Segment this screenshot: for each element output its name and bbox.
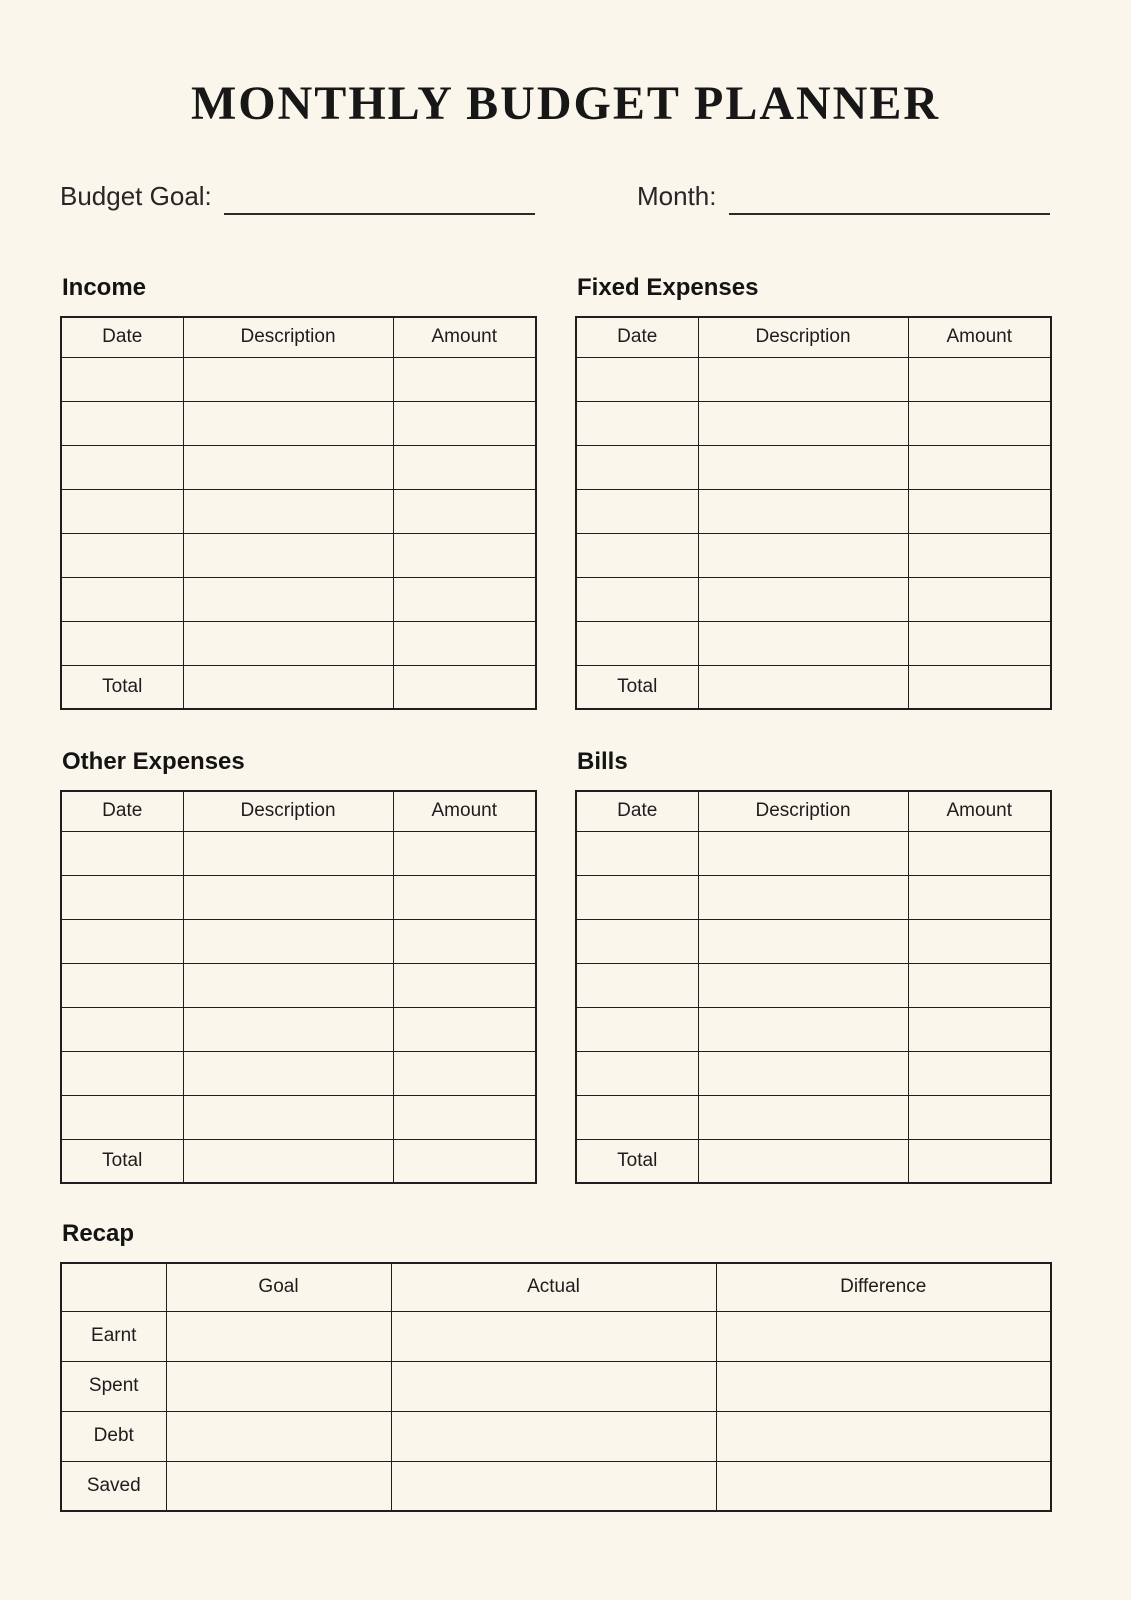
column-header-date: Date: [61, 791, 183, 831]
empty-cell: [576, 831, 698, 875]
fixed-expenses-section: [575, 274, 1050, 710]
empty-cell: [698, 357, 908, 401]
table-header-row: [61, 791, 536, 831]
empty-cell: [393, 831, 536, 875]
empty-cell: [698, 963, 908, 1007]
empty-cell: [183, 963, 393, 1007]
empty-row: [61, 401, 536, 445]
empty-cell: [61, 963, 183, 1007]
empty-cell: [61, 445, 183, 489]
empty-row: [61, 621, 536, 665]
empty-row: [61, 533, 536, 577]
empty-row: [576, 1095, 1051, 1139]
recap-title: Recap: [62, 1220, 135, 1248]
column-header-amount: Amount: [908, 317, 1051, 357]
column-header-amount: Amount: [908, 791, 1051, 831]
empty-row: [61, 1007, 536, 1051]
page-title: MONTHLY BUDGET PLANNER: [191, 77, 940, 130]
total-description-cell: [698, 1139, 908, 1183]
empty-cell: [393, 577, 536, 621]
total-description-cell: [183, 665, 393, 709]
recap-header-row: [61, 1263, 1051, 1311]
empty-row: [61, 919, 536, 963]
empty-cell: [576, 533, 698, 577]
recap-row-saved: [61, 1461, 1051, 1511]
recap-section: [60, 1220, 1050, 1512]
bills-section: [575, 748, 1050, 1184]
empty-cell: [393, 963, 536, 1007]
recap-actual-cell: [391, 1411, 716, 1461]
empty-cell: [393, 919, 536, 963]
empty-cell: [61, 577, 183, 621]
empty-cell: [393, 489, 536, 533]
empty-cell: [698, 489, 908, 533]
bills-table: [575, 790, 1052, 1184]
empty-cell: [908, 401, 1051, 445]
fill-in-fields: [60, 181, 1050, 212]
fixed-expenses-title: Fixed Expenses: [577, 274, 759, 302]
empty-cell: [183, 401, 393, 445]
tables-row-2: [60, 748, 1131, 1184]
recap-difference-cell: [716, 1411, 1051, 1461]
empty-cell: [908, 1007, 1051, 1051]
empty-cell: [393, 1007, 536, 1051]
recap-goal-cell: [166, 1411, 391, 1461]
empty-cell: [576, 445, 698, 489]
empty-row: [61, 963, 536, 1007]
empty-row: [576, 963, 1051, 1007]
empty-cell: [61, 621, 183, 665]
empty-cell: [576, 489, 698, 533]
empty-cell: [908, 445, 1051, 489]
recap-difference-cell: [716, 1311, 1051, 1361]
recap-actual-cell: [391, 1461, 716, 1511]
empty-row: [576, 357, 1051, 401]
empty-cell: [908, 489, 1051, 533]
budget-goal-field: [60, 181, 535, 212]
column-header-date: Date: [576, 791, 698, 831]
total-row: [61, 665, 536, 709]
income-section: [60, 274, 535, 710]
empty-cell: [908, 963, 1051, 1007]
empty-cell: [61, 357, 183, 401]
month-field: [637, 181, 1050, 212]
empty-row: [576, 445, 1051, 489]
total-amount-cell: [393, 1139, 536, 1183]
recap-header-actual: Actual: [391, 1263, 716, 1311]
empty-cell: [576, 1095, 698, 1139]
recap-difference-cell: [716, 1461, 1051, 1511]
column-header-description: Description: [183, 317, 393, 357]
empty-cell: [698, 875, 908, 919]
empty-row: [576, 919, 1051, 963]
month-label: Month:: [637, 181, 717, 211]
recap-row-label: Debt: [61, 1411, 166, 1461]
total-row: [576, 1139, 1051, 1183]
empty-cell: [576, 963, 698, 1007]
empty-cell: [576, 401, 698, 445]
recap-goal-cell: [166, 1461, 391, 1511]
empty-row: [576, 401, 1051, 445]
empty-cell: [393, 445, 536, 489]
empty-cell: [698, 831, 908, 875]
month-line: [729, 213, 1051, 215]
empty-cell: [393, 401, 536, 445]
total-row: [576, 665, 1051, 709]
empty-row: [576, 831, 1051, 875]
empty-row: [61, 445, 536, 489]
recap-row-label: Earnt: [61, 1311, 166, 1361]
empty-cell: [183, 533, 393, 577]
empty-cell: [183, 919, 393, 963]
other-expenses-table: [60, 790, 537, 1184]
column-header-description: Description: [698, 791, 908, 831]
empty-cell: [183, 831, 393, 875]
column-header-amount: Amount: [393, 791, 536, 831]
empty-cell: [576, 1007, 698, 1051]
empty-cell: [183, 577, 393, 621]
empty-cell: [698, 1007, 908, 1051]
empty-row: [576, 533, 1051, 577]
total-amount-cell: [908, 1139, 1051, 1183]
table-header-row: [576, 791, 1051, 831]
total-label: Total: [576, 665, 698, 709]
empty-row: [576, 577, 1051, 621]
empty-cell: [908, 831, 1051, 875]
empty-cell: [183, 875, 393, 919]
bills-title: Bills: [577, 748, 628, 776]
empty-cell: [576, 875, 698, 919]
empty-cell: [393, 621, 536, 665]
empty-cell: [698, 533, 908, 577]
empty-cell: [61, 401, 183, 445]
empty-cell: [576, 357, 698, 401]
empty-row: [61, 1051, 536, 1095]
empty-cell: [183, 489, 393, 533]
empty-cell: [698, 445, 908, 489]
table-header-row: [576, 317, 1051, 357]
empty-cell: [576, 1051, 698, 1095]
empty-row: [61, 1095, 536, 1139]
empty-cell: [393, 357, 536, 401]
empty-row: [61, 489, 536, 533]
total-description-cell: [183, 1139, 393, 1183]
empty-cell: [393, 1051, 536, 1095]
empty-cell: [576, 919, 698, 963]
empty-cell: [61, 1095, 183, 1139]
empty-cell: [698, 621, 908, 665]
total-label: Total: [61, 1139, 183, 1183]
recap-goal-cell: [166, 1361, 391, 1411]
empty-cell: [61, 875, 183, 919]
empty-row: [576, 875, 1051, 919]
column-header-date: Date: [61, 317, 183, 357]
column-header-date: Date: [576, 317, 698, 357]
empty-cell: [61, 533, 183, 577]
tables-row-1: [60, 274, 1131, 710]
column-header-amount: Amount: [393, 317, 536, 357]
empty-row: [61, 875, 536, 919]
other-expenses-section: [60, 748, 535, 1184]
empty-cell: [908, 875, 1051, 919]
column-header-description: Description: [698, 317, 908, 357]
empty-row: [576, 489, 1051, 533]
empty-cell: [61, 489, 183, 533]
table-header-row: [61, 317, 536, 357]
empty-cell: [183, 621, 393, 665]
recap-actual-cell: [391, 1311, 716, 1361]
total-amount-cell: [393, 665, 536, 709]
column-header-description: Description: [183, 791, 393, 831]
empty-cell: [908, 919, 1051, 963]
empty-row: [61, 831, 536, 875]
empty-cell: [908, 577, 1051, 621]
recap-difference-cell: [716, 1361, 1051, 1411]
empty-cell: [61, 1007, 183, 1051]
empty-cell: [61, 1051, 183, 1095]
total-row: [61, 1139, 536, 1183]
recap-row-spent: [61, 1361, 1051, 1411]
budget-goal-label: Budget Goal:: [60, 181, 212, 211]
total-description-cell: [698, 665, 908, 709]
empty-cell: [61, 919, 183, 963]
empty-cell: [698, 1095, 908, 1139]
empty-cell: [183, 445, 393, 489]
empty-row: [576, 621, 1051, 665]
empty-cell: [908, 621, 1051, 665]
recap-row-label: Spent: [61, 1361, 166, 1411]
empty-cell: [908, 357, 1051, 401]
total-label: Total: [576, 1139, 698, 1183]
empty-cell: [183, 1095, 393, 1139]
recap-actual-cell: [391, 1361, 716, 1411]
empty-cell: [61, 831, 183, 875]
empty-row: [61, 357, 536, 401]
empty-cell: [908, 533, 1051, 577]
recap-goal-cell: [166, 1311, 391, 1361]
empty-cell: [183, 357, 393, 401]
empty-row: [61, 577, 536, 621]
empty-row: [576, 1007, 1051, 1051]
empty-cell: [908, 1051, 1051, 1095]
empty-cell: [576, 621, 698, 665]
empty-cell: [698, 919, 908, 963]
empty-cell: [183, 1007, 393, 1051]
empty-cell: [698, 577, 908, 621]
total-amount-cell: [908, 665, 1051, 709]
empty-row: [576, 1051, 1051, 1095]
other-expenses-title: Other Expenses: [62, 748, 245, 776]
recap-table: [60, 1262, 1052, 1512]
empty-cell: [393, 533, 536, 577]
income-table: [60, 316, 537, 710]
recap-header-blank: [61, 1263, 166, 1311]
total-label: Total: [61, 665, 183, 709]
fixed-expenses-table: [575, 316, 1052, 710]
recap-row-label: Saved: [61, 1461, 166, 1511]
empty-cell: [698, 401, 908, 445]
budget-goal-line: [224, 213, 535, 215]
income-title: Income: [62, 274, 147, 302]
recap-row-earnt: [61, 1311, 1051, 1361]
empty-cell: [698, 1051, 908, 1095]
empty-cell: [576, 577, 698, 621]
empty-cell: [908, 1095, 1051, 1139]
recap-row-debt: [61, 1411, 1051, 1461]
empty-cell: [183, 1051, 393, 1095]
empty-cell: [393, 875, 536, 919]
empty-cell: [393, 1095, 536, 1139]
recap-header-difference: Difference: [716, 1263, 1051, 1311]
recap-header-goal: Goal: [166, 1263, 391, 1311]
